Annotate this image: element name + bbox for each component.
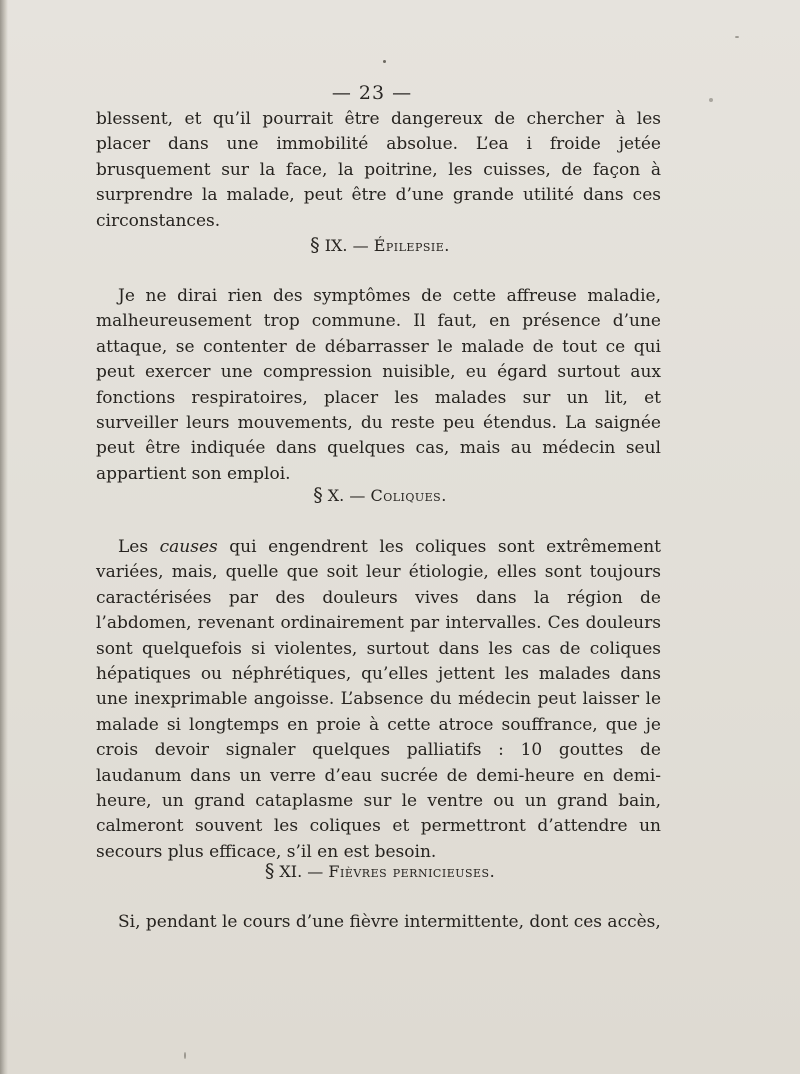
section-number: IX. [324,236,348,255]
section-mark: § [310,234,320,256]
paragraph-lead: Les [118,537,160,557]
section-ix-paragraph: Je ne dirai rien des symptômes de cette affreuse maladie, malheureusement trop commune. Il faut, en présence d’une attaque, se contenter de débarrasser le malade de tout ce qui peut exercer une compression nuisible, eu égard surtout aux fonctions respiratoires, placer les malades sur un lit, et surveiller leurs mouvements, du reste peu étendus. La saignée peut être indiquée dans quelques cas, mais au médecin seul appartient son emploi. [96,286,661,484]
section-xi-paragraph: Si, pendant le cours d’une fièvre intermittente, dont ces accès, [118,912,661,932]
intro-paragraph: blessent, et qu’il pourrait être dangereux de chercher à les placer dans une immobilité absolue. L’ea i froide jetée brusquement sur la face, la poitrine, les cuisses, de façon à surprendre la malade, peut être d’une grande utilité dans ces circonstances. [96,109,661,231]
section-title: Épilepsie. [373,236,450,255]
section-mark: § [264,860,275,882]
section-x-body [96,535,661,865]
paper-speck [735,36,739,38]
section-title: Fièvres pernicieuses. [328,862,496,881]
section-dash: — [307,862,324,881]
section-dash: — [349,486,366,505]
page-number: — 23 — [331,82,413,104]
section-dash: — [352,236,369,255]
paragraph-text: qui engendrent les coliques sont extrêmement variées, mais, quelle que soit leur étiologie, elles sont toujours caractérisées par des douleurs vives dans la région de l’abdomen, revenant ordinairement par intervalles. Ces douleurs sont quelquefois si violentes, surtout dans les cas de coliques hépatiques ou néphrétiques, qu’elles jettent les malades dans une inexprimable angoisse. L’absence du médecin peut laisser le malade si longtemps en proie à cette atroce souffrance, que je crois devoir signaler quelques palliatifs : 10 gouttes de laudanum dans un verre d’eau sucrée de demi-heure en demi-heure, un grand cataplasme sur le ventre ou un grand bain, calmeront souvent les coliques et permettront d’attendre un secours plus efficace, s’il en est besoin. [96,537,661,862]
intro-paragraph-block [96,107,661,234]
section-xi-body [96,910,661,935]
section-mark: § [313,484,323,506]
section-x-paragraph [96,535,661,865]
paper-speck [383,60,386,63]
paper-speck [184,1052,186,1059]
section-title: Coliques. [370,486,447,505]
section-heading-x [0,484,780,506]
section-number: X. [327,486,345,505]
section-heading-xi [0,860,780,882]
section-heading-ix [0,234,780,256]
paper-speck [709,98,713,102]
section-number: XI. [279,862,303,881]
emphasis-causes: causes [159,537,218,557]
section-ix-body [96,284,661,487]
